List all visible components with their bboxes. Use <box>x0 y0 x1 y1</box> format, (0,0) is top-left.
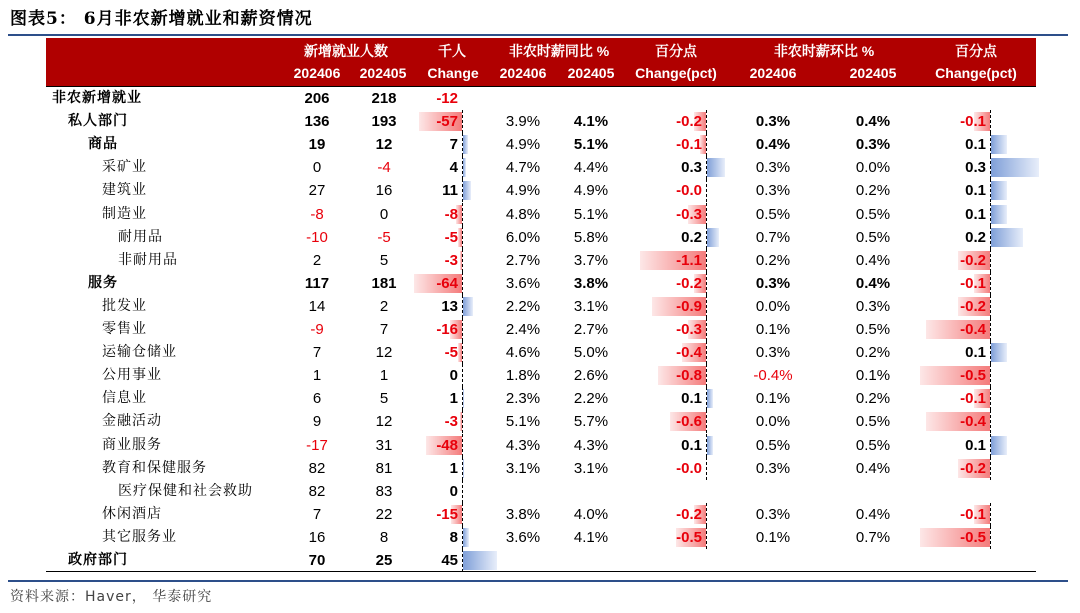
row-label: 零售业 <box>102 321 147 337</box>
mom-change-bar <box>991 205 1007 224</box>
emp-value: 14 <box>308 297 326 315</box>
yoy-value: 5.7% <box>573 413 609 431</box>
emp-value: 7 <box>312 505 322 523</box>
emp-change-value: -57 <box>436 113 458 131</box>
yoy-change-value: 0.1 <box>681 390 702 408</box>
emp-value: 136 <box>304 113 330 131</box>
emp-bar-axis <box>462 249 463 272</box>
emp-value: 7 <box>379 321 389 338</box>
header-col-yoy-2405: 202405 <box>567 65 615 81</box>
row-label: 休闲酒店 <box>102 505 162 522</box>
yoy-value: 3.1% <box>573 459 609 477</box>
bottom-rule <box>8 580 1068 582</box>
mom-value: 0.4% <box>755 136 791 154</box>
mom-bar-axis <box>990 110 991 133</box>
emp-bar-axis <box>462 203 463 226</box>
emp-change-value: 13 <box>441 297 458 315</box>
yoy-bar-axis <box>706 272 707 295</box>
mom-bar-axis <box>990 410 991 433</box>
emp-change-value: 0 <box>449 482 458 500</box>
table-row <box>46 272 1036 295</box>
yoy-change-bar <box>707 228 719 247</box>
yoy-bar-axis <box>706 133 707 156</box>
mom-value: 0.4% <box>855 459 891 477</box>
mom-value: 0.0% <box>755 297 791 315</box>
header-col-mom-2406: 202406 <box>749 65 797 81</box>
emp-value: 2 <box>312 251 322 269</box>
yoy-change-value: 0.1 <box>681 436 702 454</box>
yoy-change-value: -0.8 <box>676 367 702 385</box>
mom-value: 0.4% <box>855 113 891 131</box>
table-row <box>46 87 1036 110</box>
yoy-change-value: -0.3 <box>676 321 702 338</box>
table-header <box>46 38 1036 86</box>
yoy-value: 2.2% <box>573 390 609 408</box>
yoy-change-bar <box>707 436 713 455</box>
emp-change-value: 1 <box>449 390 458 408</box>
top-rule <box>8 34 1068 36</box>
table-row <box>46 457 1036 480</box>
mom-value: 0.1% <box>755 390 791 408</box>
yoy-value: 2.3% <box>505 390 541 408</box>
mom-value: 0.3% <box>855 297 891 315</box>
yoy-value: 3.6% <box>505 274 541 292</box>
emp-change-value: -5 <box>444 228 458 246</box>
emp-change-value: -8 <box>444 205 458 223</box>
emp-bar-axis <box>462 480 463 503</box>
mom-change-value: 0.1 <box>965 136 986 154</box>
yoy-change-value: -0.3 <box>676 205 702 223</box>
source-note: 资料来源：Haver， 华泰研究 <box>10 589 213 605</box>
table-row <box>46 549 1036 572</box>
mom-change-value: 0.3 <box>965 159 986 177</box>
header-mom-group: 非农时薪环比 % <box>773 43 875 59</box>
mom-bar-axis <box>990 249 991 272</box>
table-row <box>46 133 1036 156</box>
mom-bar-axis <box>990 457 991 480</box>
mom-value: 0.3% <box>755 344 791 362</box>
emp-change-bar <box>463 528 469 547</box>
yoy-value: 4.3% <box>505 436 541 454</box>
row-label: 批发业 <box>102 297 147 314</box>
row-label: 商业服务 <box>102 436 162 453</box>
yoy-value: 4.0% <box>573 505 609 523</box>
yoy-bar-axis <box>706 526 707 549</box>
header-emp-unit: 千人 <box>438 43 466 59</box>
emp-bar-axis <box>462 318 463 341</box>
yoy-value: 3.8% <box>573 274 609 292</box>
yoy-change-bar <box>707 389 713 408</box>
yoy-value: 2.2% <box>505 297 541 315</box>
emp-value: 0 <box>379 205 389 223</box>
mom-change-value: -0.1 <box>960 390 986 408</box>
emp-value: 117 <box>304 274 330 292</box>
yoy-value: 4.3% <box>573 436 609 454</box>
header-col-emp-change: Change <box>427 65 479 81</box>
row-label: 私人部门 <box>68 113 128 130</box>
yoy-change-value: -1.1 <box>676 251 702 269</box>
table-row <box>46 179 1036 202</box>
emp-value: 22 <box>375 505 393 523</box>
mom-value: 0.5% <box>755 436 791 454</box>
yoy-change-value: -0.2 <box>676 274 702 292</box>
mom-value: 0.5% <box>855 321 891 338</box>
mom-change-value: -0.5 <box>960 528 986 546</box>
yoy-value: 4.7% <box>505 159 541 177</box>
emp-value: 82 <box>308 459 326 477</box>
emp-value: 181 <box>371 274 397 292</box>
mom-change-value: 0.2 <box>965 228 986 246</box>
emp-bar-axis <box>462 272 463 295</box>
emp-value: 0 <box>312 159 322 177</box>
emp-change-bar <box>458 228 462 247</box>
yoy-value: 2.4% <box>505 321 541 338</box>
mom-value: 0.5% <box>855 228 891 246</box>
yoy-value: 3.6% <box>505 528 541 546</box>
yoy-bar-axis <box>706 110 707 133</box>
emp-value: 81 <box>375 459 393 477</box>
mom-change-value: -0.1 <box>960 113 986 131</box>
mom-change-value: 0.1 <box>965 436 986 454</box>
mom-value: 0.2% <box>855 344 891 362</box>
emp-value: 31 <box>375 436 393 454</box>
yoy-change-value: -0.4 <box>676 344 702 362</box>
emp-bar-axis <box>462 503 463 526</box>
yoy-bar-axis <box>706 295 707 318</box>
mom-value: 0.2% <box>755 251 791 269</box>
emp-value: 5 <box>379 390 389 408</box>
yoy-value: 4.9% <box>505 136 541 154</box>
mom-change-value: -0.2 <box>960 459 986 477</box>
page-title: 图表5： 6月非农新增就业和薪资情况 <box>10 9 313 29</box>
mom-bar-axis <box>990 364 991 387</box>
header-col-yoy-2406: 202406 <box>499 65 547 81</box>
emp-value: -8 <box>310 205 324 223</box>
yoy-change-value: -0.6 <box>676 413 702 431</box>
yoy-value: 4.9% <box>505 182 541 200</box>
emp-value: 1 <box>312 367 322 385</box>
table-row <box>46 387 1036 410</box>
emp-change-value: -16 <box>436 321 458 338</box>
row-label: 信息业 <box>102 390 147 407</box>
emp-value: 6 <box>312 390 322 408</box>
yoy-change-value: 0.3 <box>681 159 702 177</box>
mom-value: 0.3% <box>755 505 791 523</box>
table-row <box>46 410 1036 433</box>
row-label: 商品 <box>88 136 118 153</box>
header-col-yoy-change: Change(pct) <box>635 65 717 81</box>
emp-change-value: -3 <box>444 413 458 431</box>
emp-change-value: -64 <box>436 274 458 292</box>
row-label: 建筑业 <box>102 182 147 199</box>
emp-value: -5 <box>377 228 391 246</box>
header-mom-unit: 百分点 <box>955 43 997 59</box>
mom-value: -0.4% <box>753 367 793 385</box>
yoy-value: 5.0% <box>573 344 609 362</box>
mom-bar-axis <box>990 318 991 341</box>
emp-value: -17 <box>306 436 328 454</box>
yoy-change-value: 0.2 <box>681 228 702 246</box>
row-label: 非农新增就业 <box>52 90 142 106</box>
emp-value: -4 <box>377 159 391 177</box>
table-row <box>46 341 1036 364</box>
row-label: 采矿业 <box>102 159 147 176</box>
mom-value: 0.1% <box>755 321 791 338</box>
mom-change-value: 0.1 <box>965 182 986 200</box>
mom-value: 0.4% <box>855 505 891 523</box>
mom-change-value: 0.1 <box>965 205 986 223</box>
table-row <box>46 110 1036 133</box>
mom-value: 0.7% <box>855 528 891 546</box>
yoy-value: 4.6% <box>505 344 541 362</box>
header-col-mom-change: Change(pct) <box>935 65 1017 81</box>
yoy-change-value: -0.2 <box>676 113 702 131</box>
yoy-value: 1.8% <box>505 367 541 385</box>
header-yoy-unit: 百分点 <box>655 43 697 59</box>
emp-value: 12 <box>375 413 393 431</box>
table-row <box>46 226 1036 249</box>
emp-change-value: -3 <box>444 251 458 269</box>
table-row <box>46 295 1036 318</box>
emp-change-bar <box>460 251 462 270</box>
header-emp-group: 新增就业人数 <box>304 43 388 59</box>
mom-bar-axis <box>990 295 991 318</box>
emp-value: -10 <box>306 228 328 246</box>
row-label: 服务 <box>88 274 118 291</box>
yoy-bar-axis <box>706 179 707 202</box>
emp-change-value: 7 <box>449 136 458 154</box>
yoy-value: 5.1% <box>505 413 541 431</box>
emp-change-bar <box>460 412 462 431</box>
emp-value: 206 <box>304 90 330 107</box>
emp-bar-axis <box>462 110 463 133</box>
emp-change-value: 4 <box>449 159 458 177</box>
yoy-bar-axis <box>706 203 707 226</box>
row-label: 教育和保健服务 <box>102 459 207 476</box>
mom-value: 0.0% <box>855 159 891 177</box>
yoy-value: 3.9% <box>505 113 541 131</box>
mom-value: 0.3% <box>755 459 791 477</box>
mom-value: 0.3% <box>755 159 791 177</box>
mom-value: 0.5% <box>855 436 891 454</box>
yoy-change-value: -0.5 <box>676 528 702 546</box>
yoy-bar-axis <box>706 249 707 272</box>
mom-value: 0.5% <box>755 205 791 223</box>
emp-change-bar <box>463 135 468 154</box>
emp-value: 193 <box>371 113 397 131</box>
row-label: 运输仓储业 <box>102 344 177 361</box>
table-row <box>46 503 1036 526</box>
row-label: 耐用品 <box>118 228 163 245</box>
emp-value: 16 <box>375 182 393 200</box>
row-label: 公用事业 <box>102 367 162 384</box>
yoy-change-bar <box>707 158 725 177</box>
emp-value: 70 <box>308 552 326 569</box>
yoy-bar-axis <box>706 341 707 364</box>
yoy-value: 3.7% <box>573 251 609 269</box>
emp-value: 83 <box>375 482 393 500</box>
emp-change-bar <box>463 158 466 177</box>
mom-bar-axis <box>990 526 991 549</box>
yoy-value: 2.7% <box>573 321 609 338</box>
yoy-value: 5.8% <box>573 228 609 246</box>
emp-value: 7 <box>312 344 322 362</box>
mom-change-bar <box>991 181 1007 200</box>
mom-change-value: -0.2 <box>960 297 986 315</box>
mom-change-bar <box>991 228 1023 247</box>
mom-value: 0.5% <box>855 413 891 431</box>
emp-change-bar <box>463 297 473 316</box>
yoy-change-value: -0.9 <box>676 297 702 315</box>
mom-change-value: -0.2 <box>960 251 986 269</box>
emp-value: 218 <box>371 90 397 107</box>
emp-value: 19 <box>308 136 326 154</box>
yoy-value: 2.7% <box>505 251 541 269</box>
table-row <box>46 318 1036 341</box>
table-row <box>46 434 1036 457</box>
table-row <box>46 203 1036 226</box>
mom-value: 0.3% <box>755 113 791 131</box>
emp-change-bar <box>463 389 464 408</box>
yoy-bar-axis <box>706 503 707 526</box>
emp-change-bar <box>458 343 462 362</box>
mom-bar-axis <box>990 503 991 526</box>
yoy-bar-axis <box>706 318 707 341</box>
mom-change-value: -0.1 <box>960 274 986 292</box>
yoy-change-value: -0.1 <box>676 136 702 154</box>
header-col-mom-2405: 202405 <box>849 65 897 81</box>
emp-bar-axis <box>462 364 463 387</box>
header-col-emp-2406: 202406 <box>293 65 341 81</box>
yoy-value: 3.1% <box>505 459 541 477</box>
table-row <box>46 480 1036 503</box>
emp-change-value: 45 <box>441 552 458 569</box>
table-bottom-rule <box>46 571 1036 572</box>
yoy-value: 4.1% <box>573 113 609 131</box>
emp-change-value: -15 <box>436 505 458 523</box>
emp-value: 9 <box>312 413 322 431</box>
emp-change-value: 8 <box>449 528 458 546</box>
yoy-value: 4.4% <box>573 159 609 177</box>
emp-change-bar <box>463 181 471 200</box>
emp-change-value: 1 <box>449 459 458 477</box>
mom-value: 0.4% <box>855 274 891 292</box>
row-label: 金融活动 <box>102 413 162 430</box>
mom-value: 0.2% <box>855 390 891 408</box>
mom-change-value: -0.4 <box>960 321 986 338</box>
emp-value: 25 <box>375 552 393 569</box>
mom-change-value: 0.1 <box>965 344 986 362</box>
yoy-change-value: -0.2 <box>676 505 702 523</box>
emp-value: 16 <box>308 528 326 546</box>
yoy-value: 6.0% <box>505 228 541 246</box>
mom-change-bar <box>991 158 1039 177</box>
mom-change-bar <box>991 436 1007 455</box>
mom-value: 0.3% <box>855 136 891 154</box>
yoy-value: 3.8% <box>505 505 541 523</box>
mom-value: 0.1% <box>855 367 891 385</box>
yoy-bar-axis <box>706 364 707 387</box>
yoy-change-value: -0.0 <box>676 459 702 477</box>
emp-value: -9 <box>310 321 324 338</box>
row-label: 制造业 <box>102 205 147 222</box>
mom-value: 0.3% <box>755 274 791 292</box>
yoy-value: 4.8% <box>505 205 541 223</box>
emp-value: 12 <box>375 136 393 154</box>
mom-value: 0.4% <box>855 251 891 269</box>
yoy-value: 5.1% <box>573 205 609 223</box>
mom-value: 0.1% <box>755 528 791 546</box>
yoy-value: 5.1% <box>573 136 609 154</box>
emp-bar-axis <box>462 341 463 364</box>
mom-value: 0.3% <box>755 182 791 200</box>
emp-value: 8 <box>379 528 389 546</box>
table-row <box>46 249 1036 272</box>
row-label: 其它服务业 <box>102 528 177 545</box>
emp-value: 82 <box>308 482 326 500</box>
header-col-emp-2405: 202405 <box>359 65 407 81</box>
yoy-bar-axis <box>706 457 707 480</box>
row-label: 非耐用品 <box>118 251 178 268</box>
yoy-value: 4.9% <box>573 182 609 200</box>
emp-bar-axis <box>462 226 463 249</box>
yoy-bar-axis <box>706 410 707 433</box>
mom-change-value: -0.4 <box>960 413 986 431</box>
emp-bar-axis <box>462 410 463 433</box>
yoy-change-value: -0.0 <box>676 182 702 200</box>
mom-value: 0.5% <box>855 205 891 223</box>
mom-change-bar <box>991 135 1007 154</box>
yoy-value: 3.1% <box>573 297 609 315</box>
emp-value: 5 <box>379 251 389 269</box>
mom-bar-axis <box>990 387 991 410</box>
table-row <box>46 364 1036 387</box>
row-label: 政府部门 <box>68 552 128 568</box>
table-row <box>46 156 1036 179</box>
emp-change-value: 0 <box>449 367 458 385</box>
emp-value: 2 <box>379 297 389 315</box>
emp-change-value: -5 <box>444 344 458 362</box>
mom-bar-axis <box>990 272 991 295</box>
emp-change-value: 11 <box>442 182 458 200</box>
emp-change-value: -48 <box>436 436 458 454</box>
emp-change-bar <box>463 459 464 478</box>
yoy-value: 2.6% <box>573 367 609 385</box>
emp-value: 12 <box>375 344 393 362</box>
emp-bar-axis <box>462 434 463 457</box>
emp-value: 27 <box>308 182 326 200</box>
emp-change-bar <box>463 551 497 570</box>
emp-change-value: -12 <box>436 90 458 107</box>
mom-value: 0.0% <box>755 413 791 431</box>
mom-value: 0.7% <box>755 228 791 246</box>
emp-value: 1 <box>379 367 389 385</box>
row-label: 医疗保健和社会救助 <box>118 482 253 499</box>
header-yoy-group: 非农时薪同比 % <box>508 43 610 59</box>
table-row <box>46 526 1036 549</box>
mom-change-bar <box>991 343 1007 362</box>
yoy-value: 4.1% <box>573 528 609 546</box>
mom-change-value: -0.1 <box>960 505 986 523</box>
mom-value: 0.2% <box>855 182 891 200</box>
mom-change-value: -0.5 <box>960 367 986 385</box>
